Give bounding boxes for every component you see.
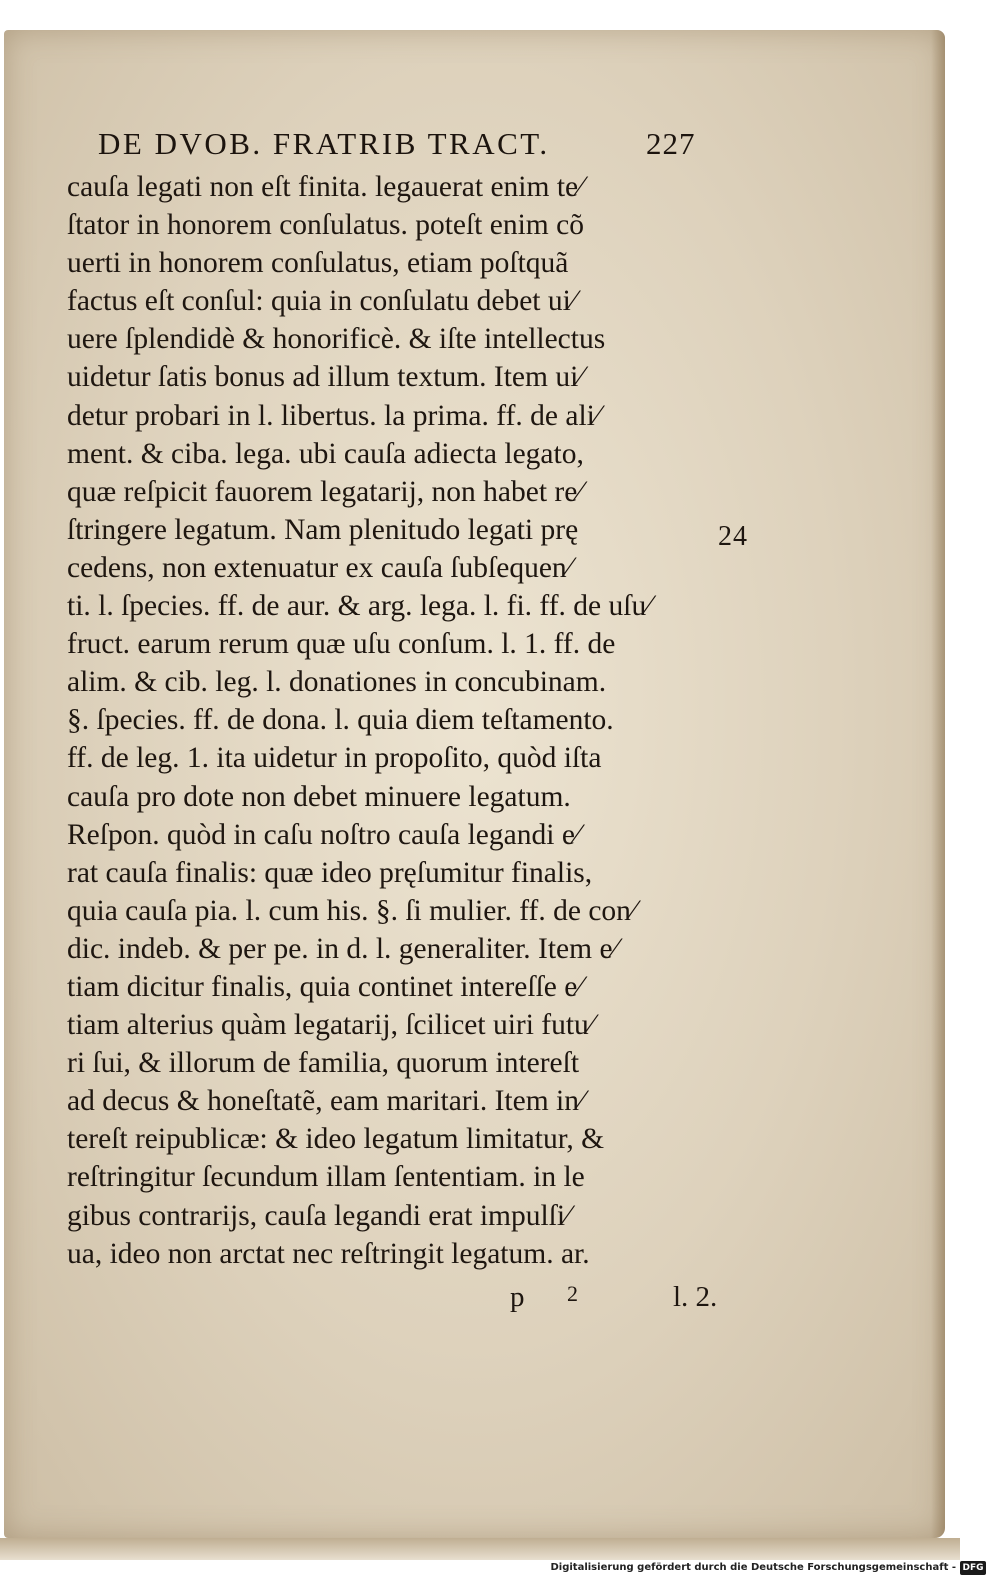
running-title: DE DVOB. FRATRIB TRACT. [98,126,550,161]
text-line: §. ſpecies. ff. de dona. l. quia diem teſtamento. [67,704,614,737]
text-line: tiam dicitur finalis, quia continet intereſſe e⁄ [67,970,583,1003]
text-line: cauſa pro dote non debet minuere legatum. [67,780,571,813]
text-line: ti. l. ſpecies. ff. de aur. & arg. lega. l. fi. ff. de uſu⁄ [67,590,652,623]
text-line: alim. & cib. leg. l. donationes in concubinam. [67,666,607,699]
catchword: l. 2. [673,1281,718,1313]
text-line: uerti in honorem conſulatus, etiam poſtquã [67,247,569,280]
text-line: tereſt reipublicæ: & ideo legatum limitatur, & [67,1123,605,1156]
text-line: ad decus & honeſtatẽ, eam maritari. Item in⁄ [67,1085,584,1118]
text-line: reſtringitur ſecundum illam ſententiam. in le [67,1161,585,1194]
text-line: ment. & ciba. lega. ubi cauſa adiecta legato, [67,437,584,470]
text-line: gibus contrarijs, cauſa legandi erat impulſi⁄ [67,1199,570,1232]
running-header [98,126,718,162]
text-line: ri ſui, & illorum de familia, quorum intereſt [67,1047,580,1080]
text-line: Reſpon. quòd in caſu noſtro cauſa legandi e⁄ [67,818,580,851]
text-line: uere ſplendidè & honorificè. & iſte intellectus [67,323,606,356]
body-text-block [67,168,717,1273]
text-line: fruct. earum rerum quæ uſu conſum. l. 1. ff. de [67,628,616,661]
text-line: uidetur ſatis bonus ad illum textum. Item ui⁄ [67,361,584,394]
signature-letter: p [510,1281,525,1313]
margin-note-number: 24 [718,521,748,552]
text-line: factus eſt conſul: quia in conſulatu debet ui⁄ [67,285,576,318]
text-line: cedens, non extenuatur ex cauſa ſubſequen⁄ [67,551,572,584]
text-line: detur probari in l. libertus. la prima. ff. de ali⁄ [67,399,600,432]
text-line: cauſa legati non eſt finita. legauerat enim te⁄ [67,171,584,203]
page-bottom-edge [0,1538,960,1560]
text-line: dic. indeb. & per pe. in d. l. generaliter. Item e⁄ [67,932,618,965]
funding-note: Digitalisierung gefördert durch die Deutsche Forschungsgemeinschaft - [550,1562,956,1573]
text-line: ff. de leg. 1. ita uidetur in propoſito, quòd iſta [67,742,602,775]
text-line: quæ reſpicit fauorem legatarij, non habet re⁄ [67,475,583,508]
text-line: rat cauſa finalis: quæ ideo pręſumitur finalis, [67,856,593,889]
text-line: tiam alterius quàm legatarij, ſcilicet uiri futu⁄ [67,1009,594,1042]
text-line: quia cauſa pia. l. cum his. §. ſi mulier. ff. de con⁄ [67,894,636,927]
text-line: ſtator in honorem conſulatus. poteſt enim cõ [67,209,584,242]
dfg-logo: DFG [960,1561,986,1575]
text-line: ua, ideo non arctat nec reſtringit legatum. ar. [67,1237,590,1270]
page-number: 227 [646,126,696,161]
signature-number: 2 [567,1281,578,1306]
text-line: ſtringere legatum. Nam plenitudo legati prę [67,513,579,546]
